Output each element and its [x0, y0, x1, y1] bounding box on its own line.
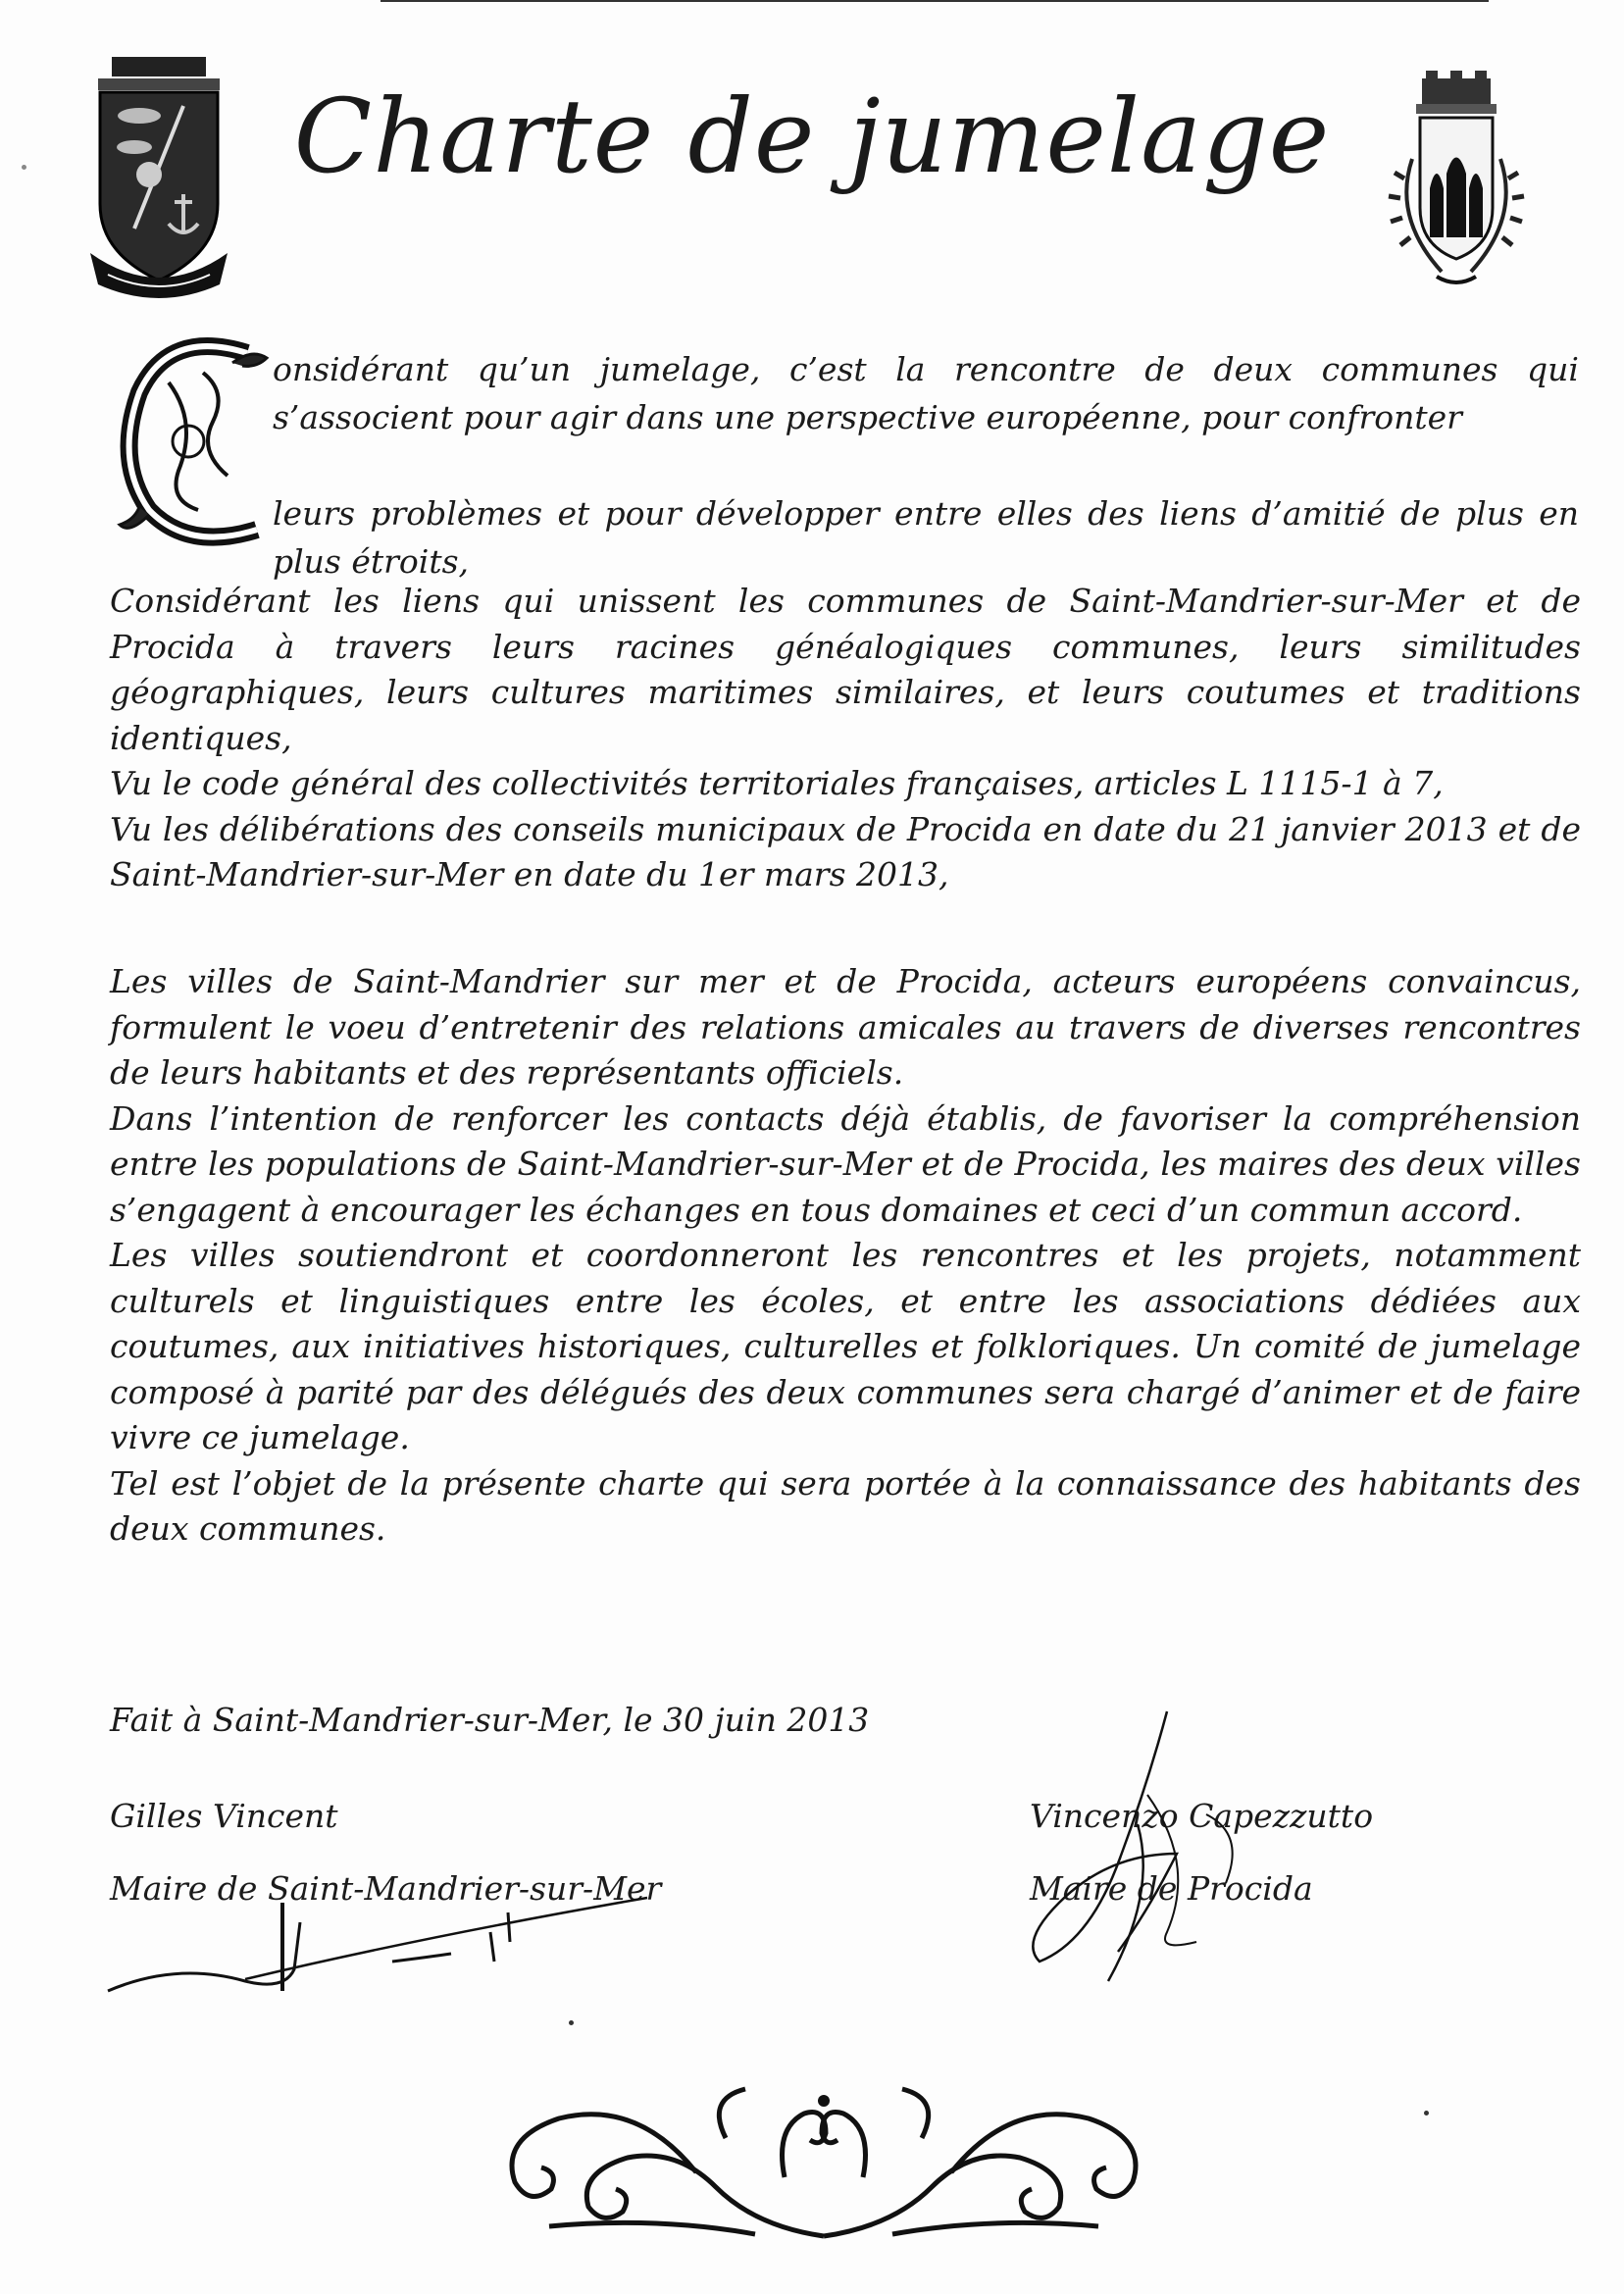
paragraph: Les villes soutiendront et coordonneront les rencontres et les projets, notamment culturels et linguistiques entre les écoles, et entre les associations dédiées aux coutumes, aux initiatives historiques, culturelles et folkloriques. Un comité de jumelage composé à parité par des délégués des deux communes sera chargé d’animer et de faire vivre ce jumelage.: [110, 1236, 1581, 1456]
scan-speck: [569, 2020, 574, 2025]
place-and-date: Fait à Saint-Mandrier-sur-Mer, le 30 juin 2013: [110, 1701, 870, 1739]
signature-icon: [1000, 1707, 1373, 2001]
intro-paragraph: [273, 345, 1579, 441]
scroll-ornament-icon: [461, 2079, 1187, 2246]
paragraph: Les villes de Saint-Mandrier sur mer et de Procida, acteurs européens convaincus, formulent le voeu d’entretenir des relations amicales au travers de diverses rencontres de leurs habitants et des représentants officiels.: [110, 962, 1581, 1092]
paragraph: Tel est l’objet de la présente charte qui sera portée à la connaissance des habitants des deux communes.: [110, 1463, 1581, 1548]
signatory-role-right: Maire de Procida: [1030, 1869, 1313, 1908]
paragraph: Dans l’intention de renforcer les contacts déjà établis, de favoriser la compréhension entre les populations de Saint-Mandrier-sur-Mer et de Procida, les maires des deux villes s’engagent à encourager les échanges en tous domaines et ceci d’un commun accord.: [110, 1098, 1581, 1229]
considerations-block: [110, 579, 1581, 898]
paragraph: Considérant les liens qui unissent les communes de Saint-Mandrier-sur-Mer et de Procida à travers leurs racines généalogiques communes, leurs similitudes géographiques, leurs cultures maritimes similaires, et leurs coutumes et traditions identiques,: [110, 582, 1581, 757]
scan-speck: [1424, 2111, 1429, 2116]
illuminated-letter-icon: [110, 333, 277, 549]
signatory-name-right: Vincenzo Capezzutto: [1030, 1797, 1374, 1835]
paragraph: Vu les délibérations des conseils municipaux de Procida en date du 21 janvier 2013 et de Saint-Mandrier-sur-Mer en date du 1er mars 2013,: [110, 809, 1581, 893]
intro-paragraph-continued: [273, 489, 1579, 586]
page-title: Charte de jumelage: [293, 76, 1331, 196]
signature-icon: [98, 1844, 726, 2040]
scan-speck: [22, 165, 26, 170]
signatory-role-left: Maire de Saint-Mandrier-sur-Mer: [110, 1869, 662, 1908]
top-rule: [381, 0, 1489, 2]
intro-first-lines: onsidérant qu’un jumelage, c’est la rencontre de deux communes qui s’associent pour agir dans une perspective européenne, pour confronter: [273, 350, 1579, 436]
signatory-name-left: Gilles Vincent: [110, 1797, 338, 1835]
coat-of-arms-icon: [1383, 71, 1530, 296]
paragraph: Vu le code général des collectivités territoriales françaises, articles L 1115-1 à 7,: [110, 764, 1444, 802]
intro-last-lines: leurs problèmes et pour développer entre elles des liens d’amitié de plus en plus étroits,: [273, 494, 1579, 581]
commitments-block: [110, 959, 1581, 1553]
